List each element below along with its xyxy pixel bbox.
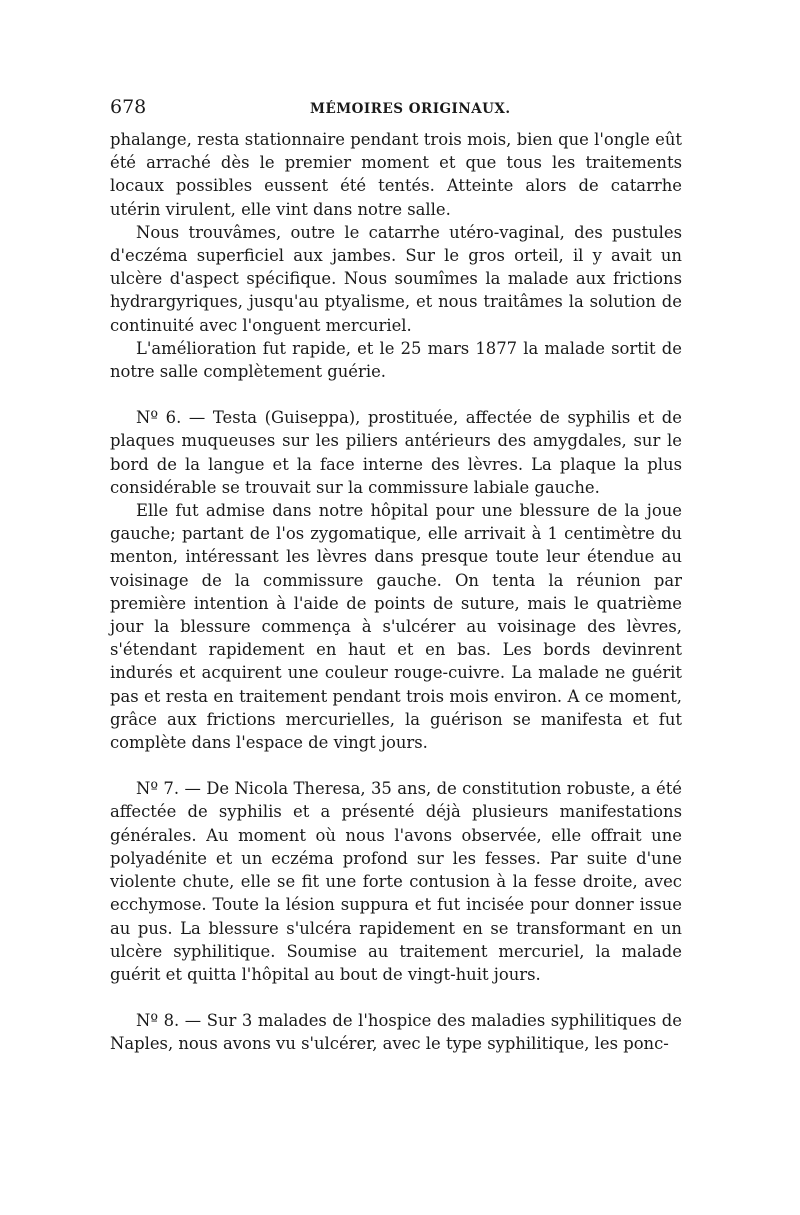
paragraph-case-6: Nº 6. — Testa (Guiseppa), prostituée, affectée de syphilis et de plaques muqueuses sur les piliers antérieurs des amygdales, sur le bord de la langue et la face interne des lèvres. La plaque la plus considérable se trouvait sur la commissure labiale gauche. bbox=[110, 408, 682, 497]
paragraph-case-7: Nº 7. — De Nicola Theresa, 35 ans, de constitution robuste, a été affectée de syphilis et a présenté déjà plusieurs manifestations générales. Au moment où nous l'avons observée, elle offrait une polyadénite et un eczéma profond sur les fesses. Par suite d'une violente chute, elle se fit une forte contusion à la fesse droite, avec ecchymose. Toute la lésion suppura et fut incisée pour donner issue au pus. La blessure s'ulcéra rapidement en se transformant en un ulcère syphilitique. Soumise au traitement mercuriel, la malade guérit et quitta l'hôpital au bout de vingt-huit jours. bbox=[110, 779, 682, 984]
paragraph-eczema: Nous trouvâmes, outre le catarrhe utéro-vaginal, des pustules d'eczéma superficiel aux jambes. Sur le gros orteil, il y avait un ulcère d'aspect spécifique. Nous soumîmes la malade aux frictions hydrargyriques, jusqu'au ptyalisme, et nous traitâmes la solution de continuité avec l'onguent mercuriel. bbox=[110, 222, 682, 335]
paragraph-continuation: phalange, resta stationnaire pendant trois mois, bien que l'ongle eût été arraché dès le premier moment et que tous les traitements locaux possibles eussent été tentés. Atteinte alors de catarrhe utérin virulent, elle vint dans notre salle. bbox=[110, 130, 682, 219]
paragraph-improvement: L'amélioration fut rapide, et le 25 mars 1877 la malade sortit de notre salle complètement guérie. bbox=[110, 338, 682, 382]
page-header bbox=[110, 96, 682, 128]
paragraph-case-8: Nº 8. — Sur 3 malades de l'hospice des maladies syphilitiques de Naples, nous avons vu s'ulcérer, avec le type syphilitique, les ponc- bbox=[110, 1011, 682, 1054]
page-number: 678 bbox=[110, 96, 147, 118]
running-head: MÉMOIRES ORIGINAUX. bbox=[310, 101, 511, 117]
document-page bbox=[110, 96, 682, 1056]
paragraph-case-6-admission: Elle fut admise dans notre hôpital pour une blessure de la joue gauche; partant de l'os zygomatique, elle arrivait à 1 centimètre du menton, intéressant les lèvres dans presque toute leur étendue au voisinage de la commissure gauche. On tenta la réunion par première intention à l'aide de points de suture, mais le quatrième jour la blessure commença à s'ulcérer au voisinage des lèvres, s'étendant rapidement en haut et en bas. Les bords devinrent indurés et acquirent une couleur rouge-cuivre. La malade ne guérit pas et resta en traitement pendant trois mois environ. A ce moment, grâce aux frictions mercurielles, la guérison se manifesta et fut complète dans l'espace de vingt jours. bbox=[110, 501, 682, 753]
